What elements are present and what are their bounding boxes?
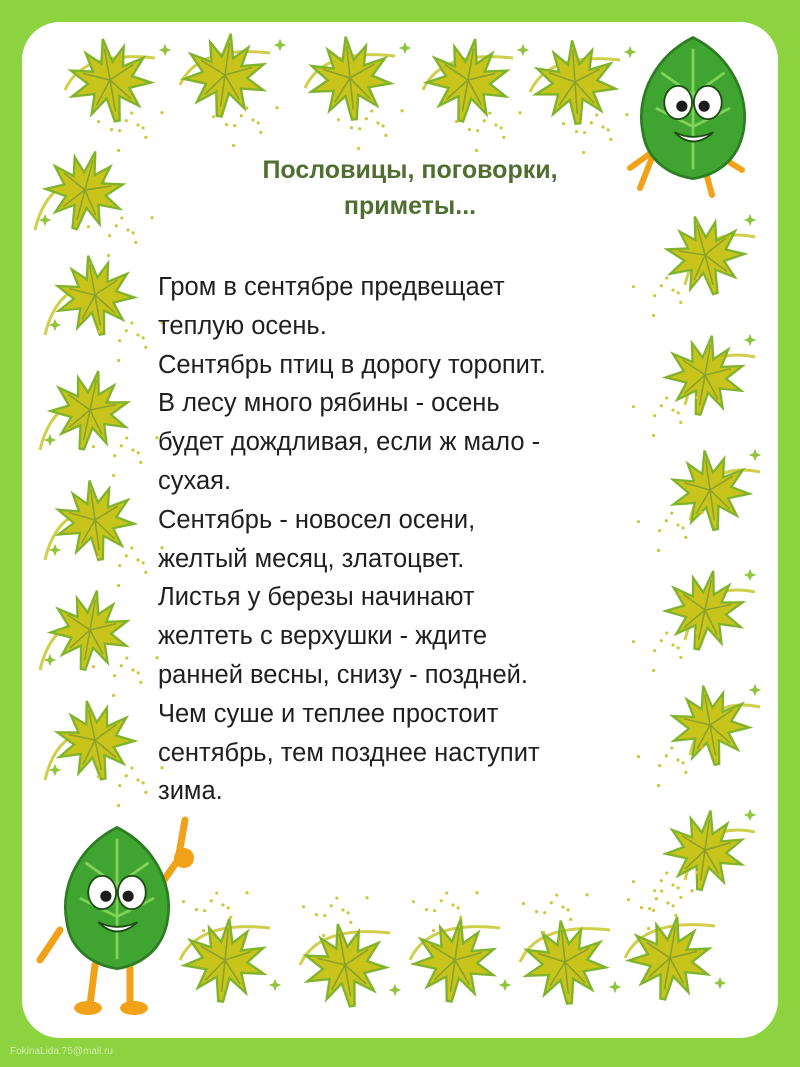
maple-leaf-icon [44,363,136,457]
sparkle-dot [182,900,185,903]
sparkle-dot [653,889,656,892]
sparkle-dot [144,136,147,139]
sparkle-dot [679,896,682,899]
sparkle-dot [136,778,139,781]
maple-leaf-icon [666,445,753,535]
sparkle-dot [221,903,224,906]
sparkle-dot [142,126,145,129]
leaf-character-icon [65,828,168,969]
sparkle-dot [585,893,588,896]
character-leg [90,965,130,1005]
sparkle-dot [323,914,326,917]
text-line: будет дождливая, если ж мало - [158,428,541,457]
sparkle-dot [97,555,100,558]
sparkle-dot [92,665,95,668]
sparkle-dot [700,746,703,749]
sparkle-dot [251,118,254,121]
leaf-character-icon [641,38,744,179]
text-line: сентябрь, тем позднее наступит [158,738,540,767]
sparkle-dot [350,126,353,129]
sparkle-dot [212,115,215,118]
sparkle-dot [134,241,137,244]
flower-sparkle-icon [624,46,637,59]
sparkle-dot [695,396,698,399]
sparkle-dot [245,891,248,894]
sparkle-dot [583,131,586,134]
sparkle-dot [202,929,205,932]
flower-sparkle-icon [274,39,287,52]
sparkle-dot [500,126,503,129]
sparkle-dot [365,117,368,120]
sparkle-dot [677,886,680,889]
sayings-text [158,268,678,811]
author-credit: FokinaLida.75@mail.ru [10,1046,113,1057]
sparkle-dot [679,421,682,424]
sparkle-dot [144,346,147,349]
text-line: В лесу много рябины - осень [158,389,500,418]
sparkle-dot [695,276,698,279]
character-foot [74,1001,102,1015]
sparkle-dot [665,871,668,874]
sparkle-dot [609,138,612,141]
sparkle-dot [160,111,163,114]
flower-sparkle-icon [749,449,762,462]
sparkle-dot [627,898,630,901]
text-line: ранней весны, снизу - поздней. [158,660,529,689]
sparkle-dot [384,134,387,137]
maple-leaf-icon [306,32,394,123]
sparkle-dot [640,906,643,909]
sparkle-dot [87,225,90,228]
flower-sparkle-icon [399,42,412,55]
sparkle-dot [440,899,443,902]
text-line: Листья у березы начинают [158,583,475,612]
sparkle-dot [561,905,564,908]
sparkle-dot [684,536,687,539]
sparkle-dot [210,899,213,902]
maple-leaf-icon [421,32,514,128]
sparkle-dot [457,906,460,909]
sparkle-dot [451,903,454,906]
sparkle-dot [502,136,505,139]
maple-leaf-icon [665,679,754,771]
sparkle-dot [543,911,546,914]
sparkle-dot [130,321,133,324]
sparkle-dot [302,905,305,908]
flower-sparkle-icon [744,214,757,227]
sparkle-dot [229,916,232,919]
sparkle-dot [330,904,333,907]
sparkle-dot [445,891,448,894]
maple-leaf-icon [661,805,748,895]
text-line: теплую осень. [158,311,327,340]
character-foot [120,1001,148,1015]
sparkle-dot [120,216,123,219]
sparkle-dot [110,128,113,131]
sparkle-dot [118,564,121,567]
title-line: приметы... [343,192,477,220]
sparkle-dot [108,234,111,237]
sparkle-dot [144,571,147,574]
sparkle-dot [233,124,236,127]
sparkle-dot [144,791,147,794]
sparkle-dot [535,910,538,913]
maple-leaf-icon [50,249,139,341]
sparkle-dot [660,879,663,882]
sparkle-dot [674,914,677,917]
sparkle-dot [555,893,558,896]
sparkle-dot [275,106,278,109]
sparkle-dot [468,128,471,131]
text-line: сухая. [158,466,232,495]
sparkle-dot [125,656,128,659]
flower-sparkle-icon [744,334,757,347]
sparkle-dot [376,121,379,124]
sparkle-dot [455,120,458,123]
sparkle-dot [92,445,95,448]
sparkle-dot [136,333,139,336]
text-line: Сентябрь - новосел осени, [158,505,476,534]
sparkle-dot [118,339,121,342]
flower-sparkle-icon [749,684,762,697]
sparkle-dot [150,216,153,219]
sparkle-dot [358,127,361,130]
title-line: Пословицы, поговорки, [262,156,558,184]
sparkle-dot [113,674,116,677]
text-line: Гром в сентябре предвещает [158,273,505,301]
sparkle-dot [225,123,228,126]
sparkle-dot [130,766,133,769]
flower-sparkle-icon [517,44,530,57]
sparkle-dot [97,775,100,778]
sparkle-dot [130,546,133,549]
sparkle-dot [136,558,139,561]
sparkle-dot [695,631,698,634]
text-line: Чем суше и теплее простоит [158,699,499,728]
maple-leaf-icon [45,584,134,676]
sparkle-dot [195,908,198,911]
sparkle-dot [542,931,545,934]
flower-sparkle-icon [609,981,622,994]
sparkle-dot [232,144,235,147]
sparkle-dot [488,111,491,114]
sparkle-dot [137,451,140,454]
flower-sparkle-icon [499,979,512,992]
sparkle-dot [107,254,110,257]
sparkle-dot [569,918,572,921]
flower-sparkle-icon [269,979,282,992]
sparkle-dot [700,511,703,514]
sparkle-dot [259,131,262,134]
character-hand [174,848,194,868]
sparkle-dot [518,111,521,114]
flower-sparkle-icon [714,977,727,990]
sparkle-dot [117,359,120,362]
sparkle-dot [113,454,116,457]
sparkle-dot [125,119,128,122]
sparkle-dot [690,889,693,892]
text-line: зима. [158,777,223,806]
sparkle-dot [425,908,428,911]
sparkle-dot [112,694,115,697]
sparkle-dot [139,461,142,464]
page-title [200,152,620,224]
flower-sparkle-icon [744,809,757,822]
sparkle-dot [567,908,570,911]
sparkle-dot [215,891,218,894]
sparkle-dot [315,913,318,916]
sparkle-dot [679,656,682,659]
sparkle-dot [139,681,142,684]
sparkle-dot [695,871,698,874]
sparkle-dot [684,771,687,774]
flower-sparkle-icon [389,984,402,997]
sparkle-dot [682,526,685,529]
sparkle-dot [118,784,121,787]
sparkle-dot [679,301,682,304]
sparkle-dot [370,109,373,112]
sparkle-dot [341,908,344,911]
sparkle-dot [137,671,140,674]
sparkle-dot [142,561,145,564]
sparkle-dot [672,904,675,907]
sparkle-dot [412,900,415,903]
sparkle-dot [130,111,133,114]
sparkle-dot [125,329,128,332]
sparkle-dot [125,436,128,439]
sparkle-dot [550,901,553,904]
sparkle-dot [131,448,134,451]
maple-leaf-icon [38,142,133,239]
sparkle-dot [335,896,338,899]
text-line: Сентябрь птиц в дорогу торопит. [158,350,546,379]
sparkle-dot [337,118,340,121]
maple-leaf-icon [532,38,618,127]
sparkle-dot [652,909,655,912]
sparkle-dot [117,584,120,587]
sparkle-dot [575,130,578,133]
sparkle-dot [125,774,128,777]
sparkle-dot [126,228,129,231]
sparkle-dot [433,909,436,912]
sparkle-dot [483,119,486,122]
sparkle-dot [476,129,479,132]
sparkle-dot [382,124,385,127]
sparkle-dot [257,121,260,124]
sparkle-dot [112,474,115,477]
sparkle-dot [562,122,565,125]
sparkle-dot [522,902,525,905]
sparkle-dot [132,231,135,234]
sparkle-dot [494,123,497,126]
sparkle-dot [227,906,230,909]
sparkle-dot [475,891,478,894]
sparkle-dot [365,896,368,899]
sparkle-dot [632,880,635,883]
maple-leaf-icon [63,32,156,128]
text-line: желтый месяц, златоцвет. [158,544,465,573]
sparkle-dot [117,804,120,807]
sparkle-dot [400,109,403,112]
sparkle-dot [625,113,628,116]
sparkle-dot [660,889,663,892]
sparkle-dot [125,554,128,557]
sparkle-dot [322,934,325,937]
sparkle-dot [131,668,134,671]
sparkle-dot [245,106,248,109]
flower-sparkle-icon [159,44,172,57]
sparkle-dot [357,147,360,150]
sparkle-dot [203,909,206,912]
sparkle-dot [666,901,669,904]
sparkle-dot [459,916,462,919]
sparkle-dot [240,114,243,117]
sparkle-dot [590,121,593,124]
sparkle-dot [142,781,145,784]
sparkle-dot [682,761,685,764]
sparkle-dot [655,897,658,900]
sparkle-dot [118,129,121,132]
text-line: желтеть с верхушки - ждите [158,622,487,651]
sparkle-dot [115,224,118,227]
sparkle-dot [349,921,352,924]
sparkle-dot [120,664,123,667]
sparkle-dot [607,128,610,131]
maple-leaf-icon [180,28,271,122]
sparkle-dot [97,120,100,123]
sparkle-dot [97,330,100,333]
sparkle-dot [120,444,123,447]
sparkle-dot [671,883,674,886]
sparkle-dot [136,123,139,126]
sparkle-dot [142,336,145,339]
flower-sparkle-icon [744,569,757,582]
sparkle-dot [647,927,650,930]
sparkle-dot [432,929,435,932]
character-arm [40,930,60,960]
sparkle-dot [347,911,350,914]
sparkle-dot [601,125,604,128]
maple-leaf-icon [49,693,141,787]
sparkle-dot [595,113,598,116]
sparkle-dot [117,149,120,152]
sparkle-dot [648,907,651,910]
